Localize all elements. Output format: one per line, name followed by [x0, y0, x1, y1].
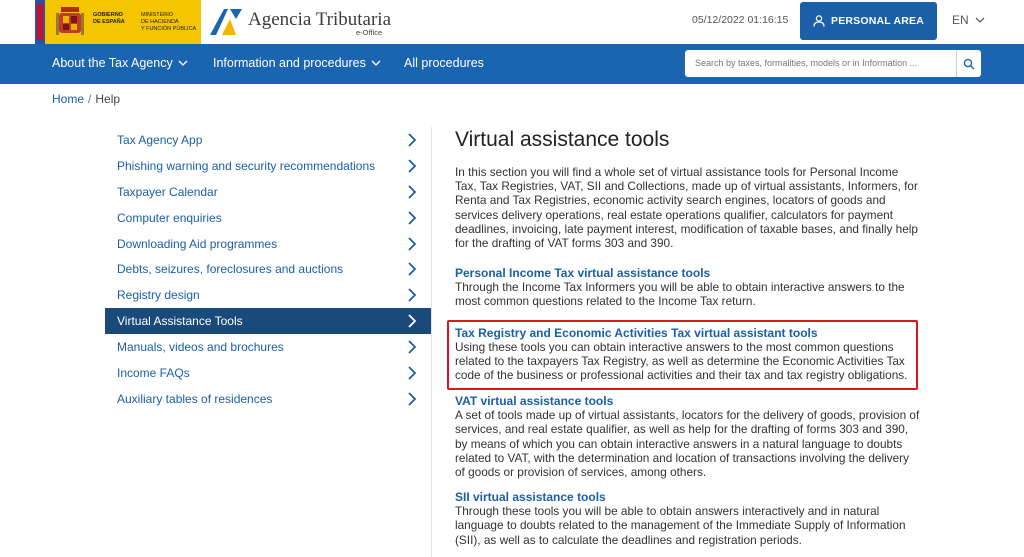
language-selector[interactable]: [952, 13, 986, 27]
chevron-right-icon: [407, 159, 417, 173]
ministry-label: MINISTERIO DE HACIENDA Y FUNCIÓN PÚBLICA: [141, 12, 197, 32]
chevron-right-icon: [407, 237, 417, 251]
column-divider: [431, 127, 432, 557]
chevron-right-icon: [407, 185, 417, 199]
chevron-down-icon: [178, 60, 188, 67]
eu-flag-icon: [35, 0, 45, 44]
personal-area-button[interactable]: [800, 2, 937, 40]
sidebar-item-manuals[interactable]: [105, 334, 431, 360]
chevron-right-icon: [407, 314, 417, 328]
intro-paragraph: In this section you will find a whole set of virtual assistance tools for Personal Income Tax, Tax Registries, VAT, SII and Collections, made up of virtual assistants, Informers, for Renta and Tax Registries, economic activity search engines, locators of goods and services delivery operations, real estate operations qualifier, calculators for payment deadlines, invoicing, late payment interest, modification of taxable bases, and finally help for the drafting of VAT forms 303 and 390.: [455, 165, 918, 251]
section-description: Using these tools you can obtain interactive answers to the most common questions related to the taxpayers Tax Registry, as well as determine the Economic Activities Tax code of the business or professional activities and their tax and tax registry obligations.: [455, 339, 908, 383]
agency-subtitle: e-Office: [356, 28, 383, 37]
section-link[interactable]: Personal Income Tax virtual assistance tools: [455, 266, 711, 281]
sidebar-menu: [105, 127, 431, 412]
government-logo[interactable]: [35, 0, 201, 44]
chevron-right-icon: [407, 392, 417, 406]
chevron-right-icon: [407, 340, 417, 354]
sidebar-item-label: Income FAQs: [117, 365, 190, 380]
sidebar-item-virtual-assistance[interactable]: [105, 308, 431, 334]
sidebar-item-label: Phishing warning and security recommendations: [117, 158, 376, 173]
sidebar-item-computer-enquiries[interactable]: [105, 205, 431, 231]
breadcrumb-separator: /: [88, 92, 92, 106]
sidebar-item-label: Auxiliary tables of residences: [117, 391, 273, 406]
top-header: [0, 0, 1024, 44]
sidebar-item-registry-design[interactable]: [105, 282, 431, 308]
section-personal-income-tax: [455, 266, 920, 308]
sidebar-item-label: Tax Agency App: [117, 132, 203, 147]
gov-label: GOBIERNO DE ESPAÑA: [93, 12, 125, 25]
nav-information-procedures[interactable]: [213, 56, 381, 70]
search-button[interactable]: [956, 50, 981, 77]
section-sii: [455, 490, 920, 547]
nav-item-label: Information and procedures: [213, 56, 366, 70]
highlight-box: [447, 320, 918, 390]
search-icon: [963, 58, 975, 70]
user-icon: [813, 15, 825, 27]
breadcrumb-current: Help: [95, 92, 121, 106]
sidebar-item-label: Taxpayer Calendar: [117, 184, 218, 199]
nav-item-label: About the Tax Agency: [52, 56, 173, 70]
sidebar-item-label: Debts, seizures, foreclosures and auctions: [117, 262, 344, 277]
agency-name: Agencia Tributaria: [248, 9, 392, 30]
language-label: EN: [952, 13, 969, 27]
sidebar-item-label: Downloading Aid programmes: [117, 236, 278, 251]
sidebar-item-downloading-aid[interactable]: [105, 231, 431, 257]
sidebar-item-phishing[interactable]: [105, 153, 431, 179]
page-title: Virtual assistance tools: [455, 128, 670, 151]
spain-crest-icon: [55, 5, 85, 39]
nav-item-label: All procedures: [404, 56, 484, 70]
section-description: Through these tools you will be able to obtain answers interactively and in natural language to doubts related to the management of the Immediate Supply of Information (SII), as well as to calculate the deadlines and registration periods.: [455, 504, 906, 547]
breadcrumb-home[interactable]: Home: [52, 92, 85, 106]
sidebar-item-label: Computer enquiries: [117, 210, 222, 225]
sidebar-item-label: Virtual Assistance Tools: [117, 314, 243, 329]
agency-logo-icon: [208, 7, 244, 37]
section-vat: [455, 394, 920, 479]
sidebar-item-debts-seizures[interactable]: [105, 256, 431, 282]
section-link[interactable]: VAT virtual assistance tools: [455, 394, 614, 409]
sidebar-item-label: Registry design: [117, 288, 200, 303]
sidebar-item-tax-agency-app[interactable]: [105, 127, 431, 153]
chevron-down-icon: [371, 60, 381, 67]
chevron-right-icon: [407, 366, 417, 380]
personal-area-label: PERSONAL AREA: [830, 15, 925, 27]
breadcrumb: [52, 92, 120, 106]
sidebar-item-auxiliary-tables[interactable]: [105, 386, 431, 412]
chevron-right-icon: [407, 288, 417, 302]
chevron-right-icon: [407, 211, 417, 225]
nav-all-procedures[interactable]: [404, 56, 484, 70]
section-description: A set of tools made up of virtual assistants, locators for the delivery of goods, provision of services, and real estate qualifier, as well as help for the drafting of forms 303 and 390, by means of which you can obtain interactive answers in a natural language to doubts related to VAT, with the determination and location of transactions involving the delivery of goods or provision of services, among others.: [455, 408, 920, 480]
sidebar-item-income-faqs[interactable]: [105, 360, 431, 386]
section-description: Through the Income Tax Informers you will be able to obtain interactive answers to the most common questions related to the Income Tax return.: [455, 280, 905, 309]
nav-about-tax-agency[interactable]: [52, 56, 188, 70]
chevron-right-icon: [407, 133, 417, 147]
session-datetime: 05/12/2022 01:16:15: [692, 14, 789, 26]
section-link[interactable]: SII virtual assistance tools: [455, 490, 606, 505]
search-input[interactable]: Search by taxes, formalities, models or in Information ...: [685, 50, 956, 77]
chevron-down-icon: [974, 16, 986, 24]
section-link[interactable]: Tax Registry and Economic Activities Tax virtual assistant tools: [455, 325, 818, 340]
chevron-right-icon: [407, 262, 417, 276]
sidebar-item-taxpayer-calendar[interactable]: [105, 179, 431, 205]
sidebar-item-label: Manuals, videos and brochures: [117, 340, 284, 355]
